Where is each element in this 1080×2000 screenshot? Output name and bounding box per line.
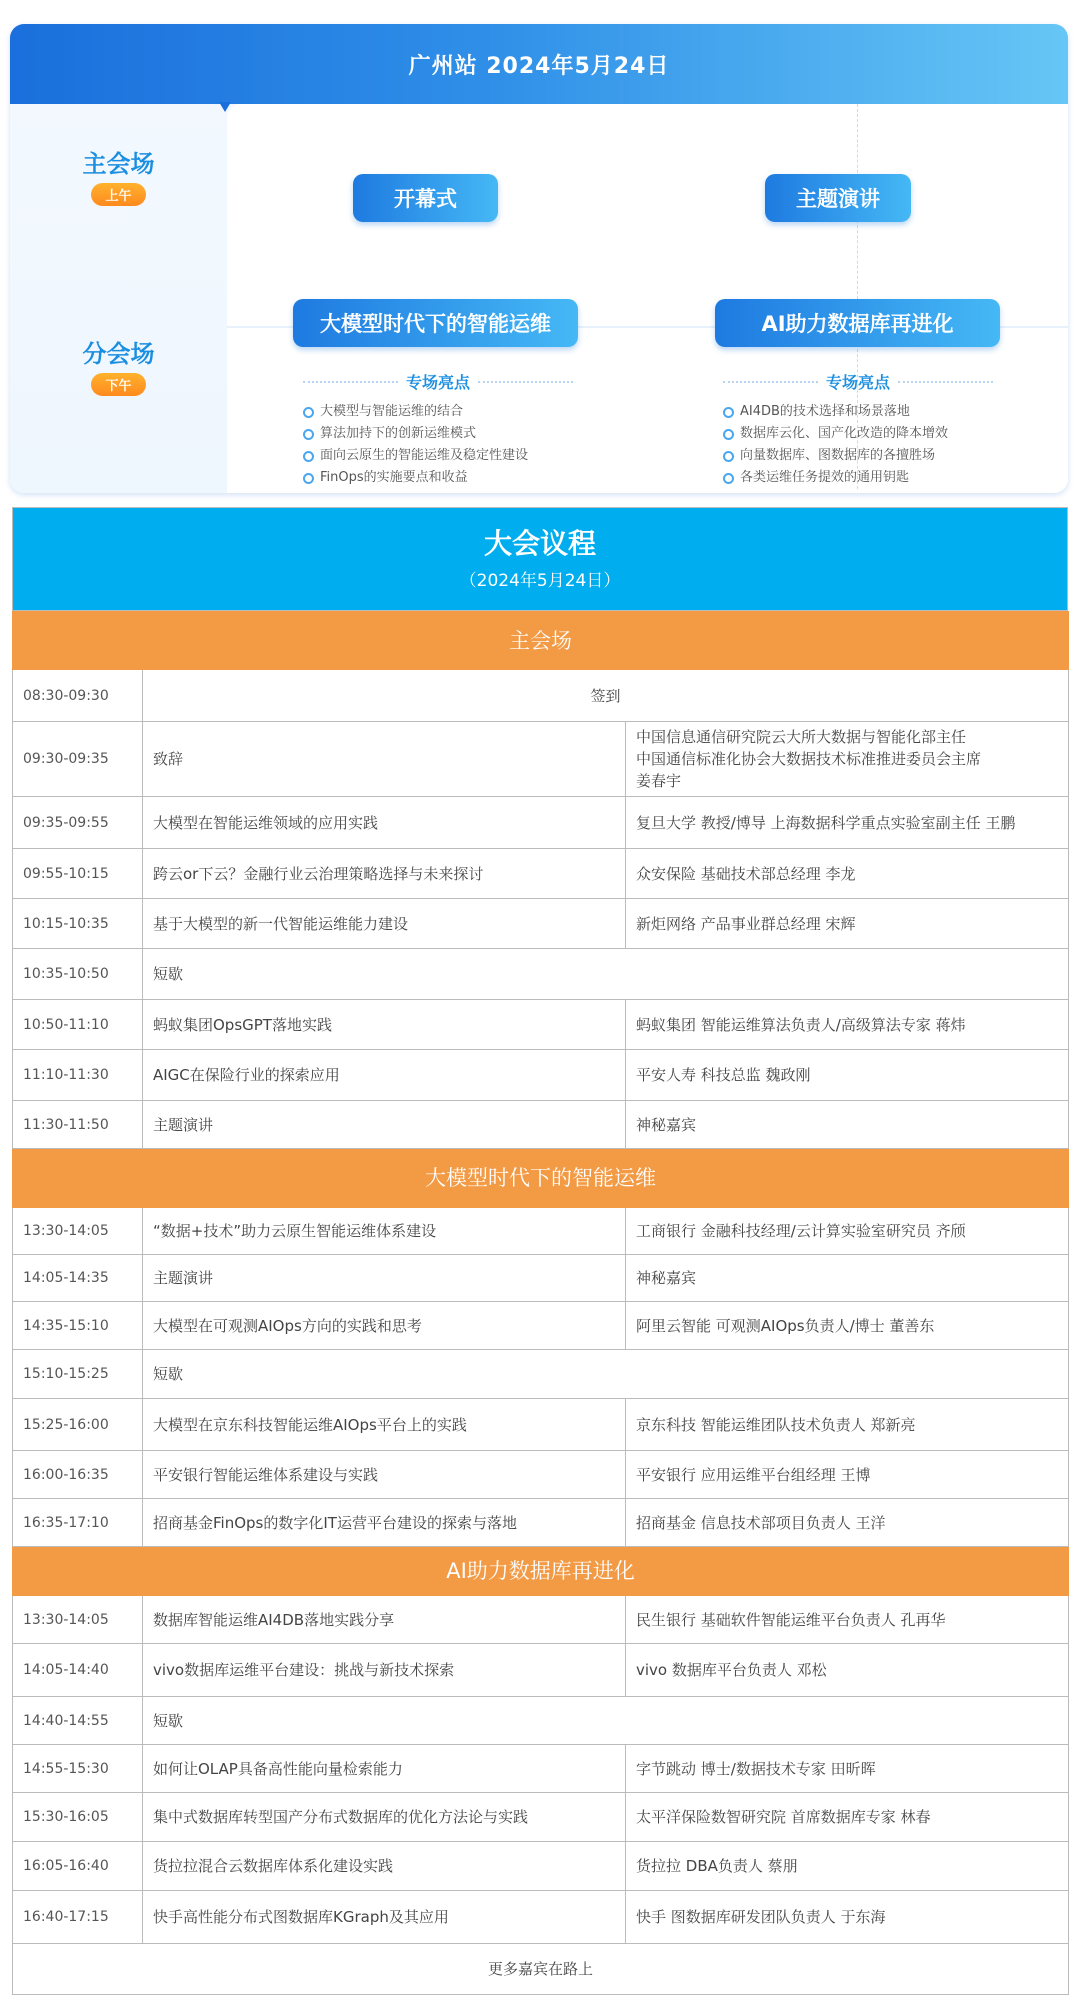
topic-cell: “数据+技术”助力云原生智能运维体系建设 xyxy=(143,1208,626,1255)
table-row xyxy=(13,1101,1069,1149)
section-title: 大模型时代下的智能运维 xyxy=(13,1149,1069,1208)
table-row xyxy=(13,1255,1069,1302)
time-cell: 13:30-14:05 xyxy=(13,1596,143,1644)
section-header xyxy=(13,612,1069,670)
table-row xyxy=(13,1000,1069,1050)
topic-cell: 大模型在京东科技智能运维AIOps平台上的实践 xyxy=(143,1399,626,1451)
time-cell: 10:15-10:35 xyxy=(13,899,143,949)
sub-venue-label: 分会场 下午 xyxy=(82,340,155,394)
highlight-title: 专场亮点 xyxy=(406,373,471,392)
table-row xyxy=(13,1793,1069,1842)
track-ai4db[interactable]: AI助力数据库再进化 xyxy=(715,299,1000,347)
highlight-item: 向量数据库、图数据库的各擅胜场 xyxy=(723,445,993,467)
time-cell: 16:00-16:35 xyxy=(13,1451,143,1499)
venue-overview-card xyxy=(10,24,1068,493)
table-row xyxy=(13,670,1069,722)
topic-cell: 集中式数据库转型国产分布式数据库的优化方法论与实践 xyxy=(143,1793,626,1842)
track-aiops[interactable]: 大模型时代下的智能运维 xyxy=(293,299,578,347)
station-title: 广州站 2024年5月24日 xyxy=(10,24,1068,104)
table-row xyxy=(13,1697,1069,1745)
topic-cell: 基于大模型的新一代智能运维能力建设 xyxy=(143,899,626,949)
time-badge: 上午 xyxy=(91,183,145,206)
time-cell: 15:30-16:05 xyxy=(13,1793,143,1842)
table-row xyxy=(13,1302,1069,1350)
bullet-icon xyxy=(723,407,734,418)
speaker-cell: 神秘嘉宾 xyxy=(626,1101,1069,1149)
time-cell: 14:40-14:55 xyxy=(13,1697,143,1745)
section-header xyxy=(13,1149,1069,1208)
time-cell: 10:35-10:50 xyxy=(13,949,143,1000)
table-row xyxy=(13,1745,1069,1793)
time-cell: 09:55-10:15 xyxy=(13,849,143,899)
highlight-item: 大模型与智能运维的结合 xyxy=(303,401,573,423)
time-cell: 15:10-15:25 xyxy=(13,1350,143,1399)
topic-cell: 大模型在智能运维领域的应用实践 xyxy=(143,797,626,849)
bullet-icon xyxy=(303,473,314,484)
table-row xyxy=(13,1399,1069,1451)
topic-cell: 快手高性能分布式图数据库KGraph及其应用 xyxy=(143,1891,626,1944)
speaker-cell: 神秘嘉宾 xyxy=(626,1255,1069,1302)
bullet-icon xyxy=(303,451,314,462)
time-cell: 14:35-15:10 xyxy=(13,1302,143,1350)
highlight-item: 数据库云化、国产化改造的降本增效 xyxy=(723,423,993,445)
time-cell: 09:35-09:55 xyxy=(13,797,143,849)
speaker-cell: 众安保险 基础技术部总经理 李龙 xyxy=(626,849,1069,899)
track-highlights xyxy=(303,370,573,489)
time-cell: 11:30-11:50 xyxy=(13,1101,143,1149)
table-row xyxy=(13,1644,1069,1697)
highlight-item: 算法加持下的创新运维模式 xyxy=(303,423,573,445)
topic-cell: 招商基金FinOps的数字化IT运营平台建设的探索与落地 xyxy=(143,1499,626,1547)
topic-cell: 数据库智能运维AI4DB落地实践分享 xyxy=(143,1596,626,1644)
session-opening[interactable]: 开幕式 xyxy=(353,174,498,222)
table-footer xyxy=(13,1944,1069,1995)
table-row xyxy=(13,1050,1069,1101)
topic-cell: 主题演讲 xyxy=(143,1255,626,1302)
topic-cell: 主题演讲 xyxy=(143,1101,626,1149)
topic-cell: 短歇 xyxy=(143,1697,1069,1745)
time-cell: 14:05-14:40 xyxy=(13,1644,143,1697)
topic-cell: 跨云or下云？金融行业云治理策略选择与未来探讨 xyxy=(143,849,626,899)
time-cell: 16:05-16:40 xyxy=(13,1842,143,1891)
bullet-icon xyxy=(723,473,734,484)
agenda xyxy=(12,507,1068,1995)
highlight-item: 各类运维任务提效的通用钥匙 xyxy=(723,467,993,489)
time-cell: 09:30-09:35 xyxy=(13,722,143,797)
topic-cell: vivo数据库运维平台建设：挑战与新技术探索 xyxy=(143,1644,626,1697)
speaker-cell: 蚂蚁集团 智能运维算法负责人/高级算法专家 蒋炜 xyxy=(626,1000,1069,1050)
table-row xyxy=(13,797,1069,849)
speaker-cell: 京东科技 智能运维团队技术负责人 郑新亮 xyxy=(626,1399,1069,1451)
speaker-cell: 快手 图数据库研发团队负责人 于东海 xyxy=(626,1891,1069,1944)
highlight-item: FinOps的实施要点和收益 xyxy=(303,467,573,489)
table-row xyxy=(13,1350,1069,1399)
topic-cell: 如何让OLAP具备高性能向量检索能力 xyxy=(143,1745,626,1793)
speaker-cell: 平安银行 应用运维平台组经理 王博 xyxy=(626,1451,1069,1499)
topic-cell: 签到 xyxy=(143,670,1069,722)
section-title: 主会场 xyxy=(13,612,1069,670)
table-row xyxy=(13,1842,1069,1891)
table-row xyxy=(13,1596,1069,1644)
speaker-cell: 阿里云智能 可观测AIOps负责人/博士 董善东 xyxy=(626,1302,1069,1350)
table-row xyxy=(13,1208,1069,1255)
topic-cell: 短歇 xyxy=(143,1350,1069,1399)
time-cell: 14:05-14:35 xyxy=(13,1255,143,1302)
bullet-icon xyxy=(723,429,734,440)
track-highlights xyxy=(723,370,993,489)
table-row xyxy=(13,1451,1069,1499)
speaker-cell: 民生银行 基础软件智能运维平台负责人 孔再华 xyxy=(626,1596,1069,1644)
time-cell: 11:10-11:30 xyxy=(13,1050,143,1101)
more-guests-note: 更多嘉宾在路上 xyxy=(13,1944,1069,1995)
notch-decoration xyxy=(219,102,231,112)
topic-cell: 短歇 xyxy=(143,949,1069,1000)
card-body xyxy=(227,104,1068,493)
table-row xyxy=(13,1499,1069,1547)
highlight-item: 面向云原生的智能运维及稳定性建设 xyxy=(303,445,573,467)
bullet-icon xyxy=(723,451,734,462)
main-venue-label: 主会场 上午 xyxy=(82,150,155,204)
agenda-header xyxy=(12,507,1068,611)
session-keynote[interactable]: 主题演讲 xyxy=(765,174,911,222)
table-row xyxy=(13,849,1069,899)
bullet-icon xyxy=(303,407,314,418)
speaker-cell: vivo 数据库平台负责人 邓松 xyxy=(626,1644,1069,1697)
agenda-title: 大会议程 xyxy=(483,527,596,560)
topic-cell: 致辞 xyxy=(143,722,626,797)
topic-cell: 蚂蚁集团OpsGPT落地实践 xyxy=(143,1000,626,1050)
bullet-icon xyxy=(303,429,314,440)
agenda-table xyxy=(12,611,1069,1995)
table-row xyxy=(13,722,1069,797)
time-cell: 10:50-11:10 xyxy=(13,1000,143,1050)
time-cell: 15:25-16:00 xyxy=(13,1399,143,1451)
speaker-cell: 中国信息通信研究院云大所大数据与智能化部主任 中国通信标准化协会大数据技术标准推进委员会主席 姜春宇 xyxy=(626,722,1069,797)
speaker-cell: 太平洋保险数智研究院 首席数据库专家 林春 xyxy=(626,1793,1069,1842)
speaker-cell: 招商基金 信息技术部项目负责人 王洋 xyxy=(626,1499,1069,1547)
speaker-cell: 字节跳动 博士/数据技术专家 田昕晖 xyxy=(626,1745,1069,1793)
highlight-item: AI4DB的技术选择和场景落地 xyxy=(723,401,993,423)
topic-cell: 大模型在可观测AIOps方向的实践和思考 xyxy=(143,1302,626,1350)
time-cell: 13:30-14:05 xyxy=(13,1208,143,1255)
speaker-cell: 工商银行 金融科技经理/云计算实验室研究员 齐颀 xyxy=(626,1208,1069,1255)
agenda-date: （2024年5月24日） xyxy=(459,571,621,591)
topic-cell: 平安银行智能运维体系建设与实践 xyxy=(143,1451,626,1499)
time-cell: 08:30-09:30 xyxy=(13,670,143,722)
speaker-cell: 新炬网络 产品事业群总经理 宋辉 xyxy=(626,899,1069,949)
table-row xyxy=(13,1891,1069,1944)
speaker-cell: 复旦大学 教授/博导 上海数据科学重点实验室副主任 王鹏 xyxy=(626,797,1069,849)
highlight-title: 专场亮点 xyxy=(826,373,891,392)
time-cell: 14:55-15:30 xyxy=(13,1745,143,1793)
time-cell: 16:40-17:15 xyxy=(13,1891,143,1944)
table-row xyxy=(13,899,1069,949)
table-row xyxy=(13,949,1069,1000)
section-title: AI助力数据库再进化 xyxy=(13,1547,1069,1596)
speaker-cell: 货拉拉 DBA负责人 蔡朋 xyxy=(626,1842,1069,1891)
speaker-cell: 平安人寿 科技总监 魏政刚 xyxy=(626,1050,1069,1101)
topic-cell: AIGC在保险行业的探索应用 xyxy=(143,1050,626,1101)
topic-cell: 货拉拉混合云数据库体系化建设实践 xyxy=(143,1842,626,1891)
time-cell: 16:35-17:10 xyxy=(13,1499,143,1547)
section-header xyxy=(13,1547,1069,1596)
time-badge: 下午 xyxy=(91,373,145,396)
